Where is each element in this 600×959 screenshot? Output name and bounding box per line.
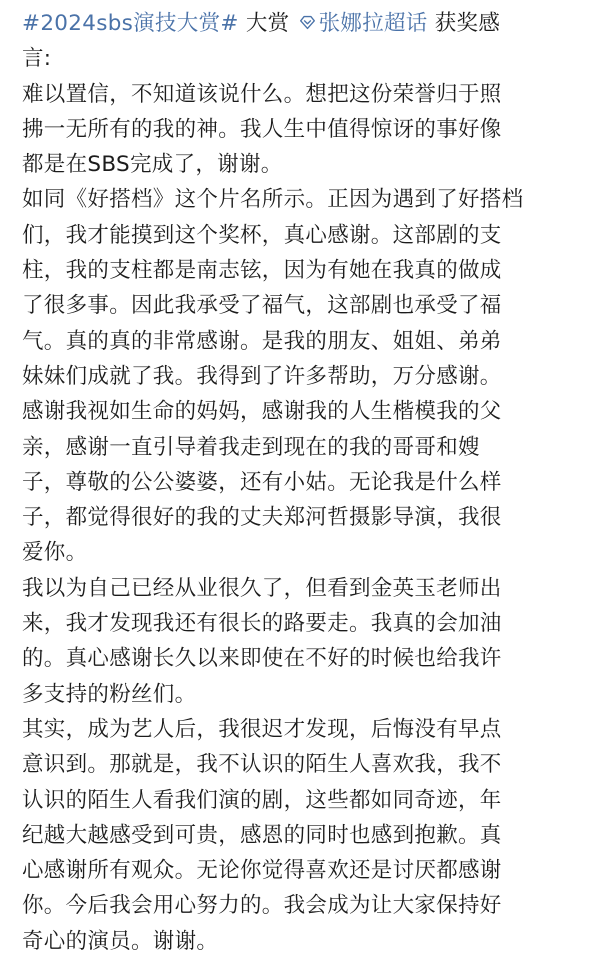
header-title-tail: 获奖感 [434, 11, 501, 36]
post-content [22, 6, 582, 959]
body-line: 妹妹们成就了我。我得到了许多帮助，万分感谢。 [22, 363, 502, 389]
topic-hashtag-link[interactable]: #2024sbs演技大赏# [22, 11, 239, 36]
body-line: 感谢我视如生命的妈妈，感谢我的人生楷模我的父 [22, 399, 502, 425]
body-line: 来，我才发现我还有很长的路要走。我真的会加油 [22, 611, 502, 637]
body-line: 心感谢所有观众。无论你觉得喜欢还是讨厌都感谢 [22, 858, 502, 884]
post-header-line [22, 6, 582, 41]
body-line: 拂一无所有的我的神。我人生中值得惊讶的事好像 [22, 116, 502, 142]
body-line: 认识的陌生人看我们演的剧，这些都如同奇迹，年 [22, 787, 502, 813]
body-line: 们，我才能摸到这个奖杯，真心感谢。这部剧的支 [22, 222, 502, 248]
diamond-link-icon [299, 14, 316, 31]
body-line: 亲，感谢一直引导着我走到现在的我的哥哥和嫂 [22, 434, 480, 460]
body-line: 如同《好搭档》这个片名所示。正因为遇到了好搭档 [22, 187, 524, 213]
body-line: 气。真的真的非常感谢。是我的朋友、姐姐、弟弟 [22, 328, 502, 354]
body-line: 柱，我的支柱都是南志铉，因为有她在我真的做成 [22, 258, 502, 284]
body-line: 子，尊敬的公公婆婆，还有小姑。无论我是什么样 [22, 469, 502, 495]
body-line: 爱你。 [22, 540, 88, 566]
post-header-line-2: 言: [22, 46, 52, 72]
body-line: 都是在SBS完成了，谢谢。 [22, 152, 283, 178]
body-line: 其实，成为艺人后，我很迟才发现，后悔没有早点 [22, 716, 502, 742]
header-prefix-text: 大赏 [245, 11, 297, 36]
body-line: 子，都觉得很好的我的丈夫郑河哲摄影导演，我很 [22, 505, 502, 531]
body-line: 我以为自己已经从业很久了，但看到金英玉老师出 [22, 575, 502, 601]
body-line: 意识到。那就是，我不认识的陌生人喜欢我，我不 [22, 752, 502, 778]
body-line: 的。真心感谢长久以来即使在不好的时候也给我许 [22, 646, 502, 672]
body-line: 多支持的粉丝们。 [22, 681, 197, 707]
body-line: 了很多事。因此我承受了福气，这部剧也承受了福 [22, 293, 502, 319]
super-topic-label[interactable]: 张娜拉超话 [318, 11, 428, 36]
body-line: 你。今后我会用心努力的。我会成为让大家保持好 [22, 893, 502, 919]
super-topic-link[interactable] [297, 11, 435, 36]
body-line: 奇心的演员。谢谢。 [22, 928, 219, 954]
body-line: 难以置信，不知道该说什么。想把这份荣誉归于照 [22, 81, 502, 107]
body-line: 纪越大越感受到可贵，感恩的同时也感到抱歉。真 [22, 822, 502, 848]
